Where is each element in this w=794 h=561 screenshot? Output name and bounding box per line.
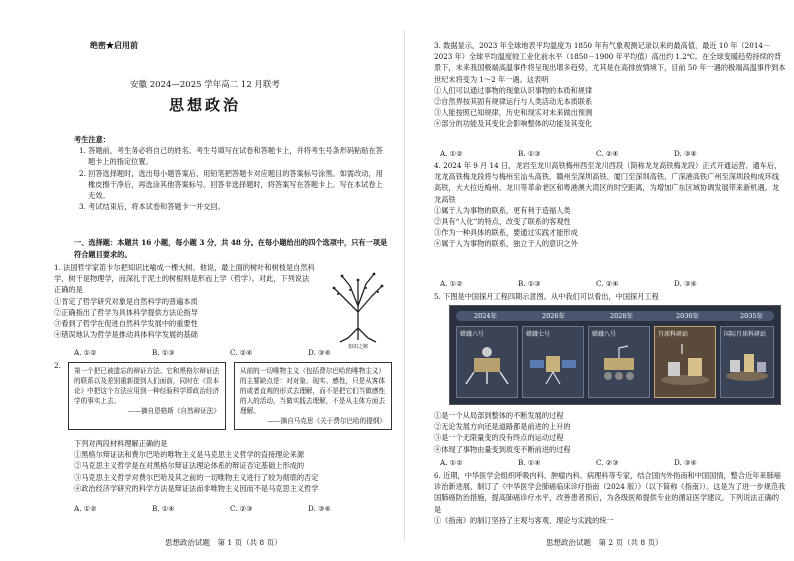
lander-icon	[460, 340, 514, 390]
option-d[interactable]: D. ③④	[308, 504, 331, 513]
option-c[interactable]: C. ②③	[230, 504, 253, 513]
question-1	[54, 262, 316, 340]
rover-icon	[592, 340, 646, 390]
question-2-options	[74, 503, 394, 514]
mission-panel	[456, 326, 518, 398]
option-b[interactable]: B. ①④	[152, 504, 175, 513]
knowledge-tree-illustration	[320, 268, 396, 350]
choice-item: ④部分的功能及其变化会影响整体的功能及其变化	[434, 119, 593, 129]
option-a[interactable]: A. ①②	[440, 149, 463, 158]
choice-item: ③看到了哲学在促进自然科学发展中的重要性	[54, 319, 198, 329]
mission-label: 月球科研站	[658, 331, 689, 338]
question-stem: 4. 2024 年 9 月 14 日，龙岩至龙川高铁梅州西至龙川西段（简称龙龙高铁梅龙段）正式开通运营。通车后，龙龙高铁梅龙段将与梅州至汕头高铁、赣州至深圳高铁、厦门至深圳高铁、广深港高铁广州至深圳段构成环线高铁，大大拉近梅州、龙川等革命老区和粤港澳大湾区的时空距离，为增加广东区域协调发展带来新机遇。龙龙高铁	[434, 161, 782, 204]
mission-label: 国际月球科研站	[724, 331, 767, 338]
option-b[interactable]: B. ①③	[518, 279, 541, 288]
research-station-icon	[658, 340, 712, 390]
material-box-right	[234, 362, 392, 430]
option-d[interactable]: D. ③④	[674, 279, 697, 288]
question-4-options	[440, 278, 780, 289]
material-source: ——摘自恩格斯《自然辩证法》	[127, 407, 220, 415]
choice-item: ②无论发展方向还是道路都是前进的上升的	[434, 422, 571, 432]
choice-item: ①人们可以通过事物的现象认识事物的本质和规律	[434, 85, 593, 95]
choice-item: ②正确指出了哲学为具体科学提供方法论指导	[54, 307, 198, 317]
mission-label: 嫦娥七号	[526, 331, 551, 338]
page-left	[20, 0, 390, 561]
mission-panel	[588, 326, 650, 398]
page-divider	[404, 30, 405, 540]
mission-panel	[720, 326, 774, 398]
mission-panel	[522, 326, 584, 398]
choice-item: ①肯定了哲学研究对象是自然科学的普遍本质	[54, 296, 198, 306]
international-station-icon	[724, 340, 770, 384]
mission-label: 嫦娥八号	[592, 331, 617, 338]
timeline-year: 2035年	[740, 312, 764, 320]
timeline-year: 2026年	[542, 312, 566, 320]
page-right	[416, 0, 786, 561]
notice-item: 2. 回答选择题时，选出每小题答案后，用铅笔把答题卡对应题目的答案标号涂黑。如需改动，用橡皮擦干净后，再选涂其他答案标号。回答非选择题时，将答案写在答题卡上。写在本试卷上无效。	[79, 168, 383, 201]
notice-item: 3. 考试结束后，将本试卷和答题卡一并交回。	[79, 202, 225, 212]
choice-item: ④属于人为事物的联系，独立于人的意识之外	[434, 239, 578, 249]
option-b[interactable]: B. ①④	[518, 458, 541, 467]
notice-head: 考生注意：	[74, 135, 110, 144]
question-2	[74, 438, 392, 494]
choice-item: ③人能按照已知规律，历史和现实对未来做出预测	[434, 108, 593, 118]
notice-item: 1. 答题前，考生务必将自己的姓名、考生号填写在试卷和答题卡上，并将考生号条形码粘贴在答题卡上的指定位置。	[79, 146, 383, 167]
question-4	[434, 160, 786, 250]
choice-item: ④体现了事物由量变到质变不断前进的过程	[434, 444, 571, 454]
question-stem: 6. 近期，中华医学会组织呼吸内科、肿瘤内科、病理科等专家，结合国内外指南和中国国情，整合近年来肺癌诊治新进展，制订了《中华医学会肺癌临床诊疗指南（2024 版）》（以下简称《指南》）。这是为了进一步规范我国肺癌防治措施，提高肺癌诊疗水平，改善患者预后，为各级医师提供专业的循证医学建议。下列说法正确的是	[434, 471, 786, 514]
mission-panel	[654, 326, 716, 398]
choice-item: ②自然界按其固有规律运行与人类活动无本质联系	[434, 97, 593, 107]
mission-label: 嫦娥六号	[460, 331, 485, 338]
timeline-year: 2030年	[676, 312, 700, 320]
option-d[interactable]: D. ③④	[674, 149, 697, 158]
question-5	[434, 410, 786, 455]
question-3	[434, 40, 786, 130]
choice-item: ②马克思主义哲学是在对黑格尔辩证法理论体系的辩证否定基础上形成的	[74, 461, 305, 471]
lunar-program-figure	[449, 305, 781, 405]
notice-block	[74, 134, 384, 212]
choice-item: ③作为一种具体的联系，要通过实践才能形成	[434, 228, 578, 238]
option-a[interactable]: A. ①②	[74, 348, 97, 357]
question-stem: 1. 法国哲学家笛卡尔把知识比喻成一棵大树。他说，最上面的树叶和树枝是自然科学，树干是物理学，而深扎于泥土的树根则是形而上学（哲学）。对此，下列说法正确的是	[54, 263, 315, 295]
option-c[interactable]: C. ②④	[596, 279, 619, 288]
footer-left: 思想政治试题 第 1 页（共 8 页）	[165, 538, 282, 547]
question-stem: 3. 数据显示，2023 年全球地表平均温度为 1850 年有气象观测记录以来的最高值，最近 10 年（2014－2023 年）全球平均温度较工业化前水平（1850－1900 年平均值）高出约 1.2℃。在全球变暖趋势持续的背景下，未来我国极端高温事件将呈现出增多趋势，尤其是在高排放情境下，目前 50 年一遇的极端高温事件到本世纪末将变为 1～2 年一遇。这表明	[434, 41, 786, 84]
timeline-year: 2028年	[610, 312, 634, 320]
material-text: 第一个把已被遗忘的辩证方法、它和黑格尔辩证法的联系以及差别重新提到人们面前，同时在《资本论》中把这个方法应用到一种经验科学即政治经济学的事实上去。	[74, 367, 220, 405]
option-a[interactable]: A. ①②	[440, 458, 463, 467]
question-3-options	[440, 148, 780, 159]
choice-item: ①黑格尔辩证法和费尔巴哈的唯物主义是马克思主义哲学的直接理论来源	[74, 450, 305, 460]
choice-item: ②具有“人化”的特点，改变了联系的客观性	[434, 217, 571, 227]
question-stem: 下列对两段材料理解正确的是	[74, 439, 168, 448]
section-heading: 一、选择题：本题共 16 小题，每小题 3 分，共 48 分。在每小题给出的四个选项中，只有一项是符合题目要求的。	[74, 238, 388, 259]
exam-title: 安徽 2024—2025 学年高二 12 月联考	[130, 80, 280, 90]
material-source: ——摘自马克思《关于费尔巴哈的提纲》	[267, 417, 386, 425]
choice-item: ①《指南》的制订坚持了主观与客观、理论与实践的统一	[434, 515, 614, 525]
choice-item: ①是一个从局部到整体的不断发展的过程	[434, 411, 564, 420]
question-6	[434, 470, 786, 526]
choice-item: ③马克思主义哲学对费尔巴哈及其之前的一切唯物主义进行了较为彻底的否定	[74, 472, 319, 482]
question-2-number: 2.	[54, 361, 61, 370]
orbiter-icon	[526, 340, 580, 390]
footer-right: 思想政治试题 第 2 页（共 8 页）	[546, 538, 663, 547]
choice-item: ④错误地认为哲学是推动具体科学发展的基础	[54, 330, 198, 340]
secret-label: 绝密★启用前	[90, 40, 138, 50]
option-b[interactable]: B. ①③	[152, 348, 175, 357]
timeline-year: 2024年	[474, 312, 498, 320]
option-d[interactable]: D. ③④	[308, 348, 331, 357]
question-5-stem: 5. 下图是中国探月工程四期示意图。从中我们可以看出，中国探月工程	[434, 292, 659, 301]
option-c[interactable]: C. ②④	[596, 149, 619, 158]
option-d[interactable]: D. ③④	[674, 458, 697, 467]
option-a[interactable]: A. ①②	[440, 279, 463, 288]
material-text: 从前的一切唯物主义（包括费尔巴哈的唯物主义）的主要缺点是：对对象、现实、感性，只是从客体的或者直观的形式去理解，而不是把它们当做感性的人的活动，当做实践去理解，不是从主体方面去理解。	[240, 367, 386, 415]
material-box-left	[68, 362, 226, 430]
choice-item: ④政治经济学研究的科学方法是辩证法而非唯物主义因而不是马克思主义哲学	[74, 483, 319, 493]
option-c[interactable]: C. ②④	[230, 348, 253, 357]
option-a[interactable]: A. ①②	[74, 504, 97, 513]
choice-item: ③是一个无限量变的没有终点的运动过程	[434, 433, 564, 443]
subject-title: 思想政治	[168, 96, 241, 114]
option-b[interactable]: B. ①③	[518, 149, 541, 158]
question-5-options	[440, 457, 780, 468]
choice-item: ①属于人为事物的联系，更有利于造福人类	[434, 205, 571, 215]
tree-caption: 知识之树	[347, 344, 369, 350]
option-c[interactable]: C. ②③	[596, 458, 619, 467]
